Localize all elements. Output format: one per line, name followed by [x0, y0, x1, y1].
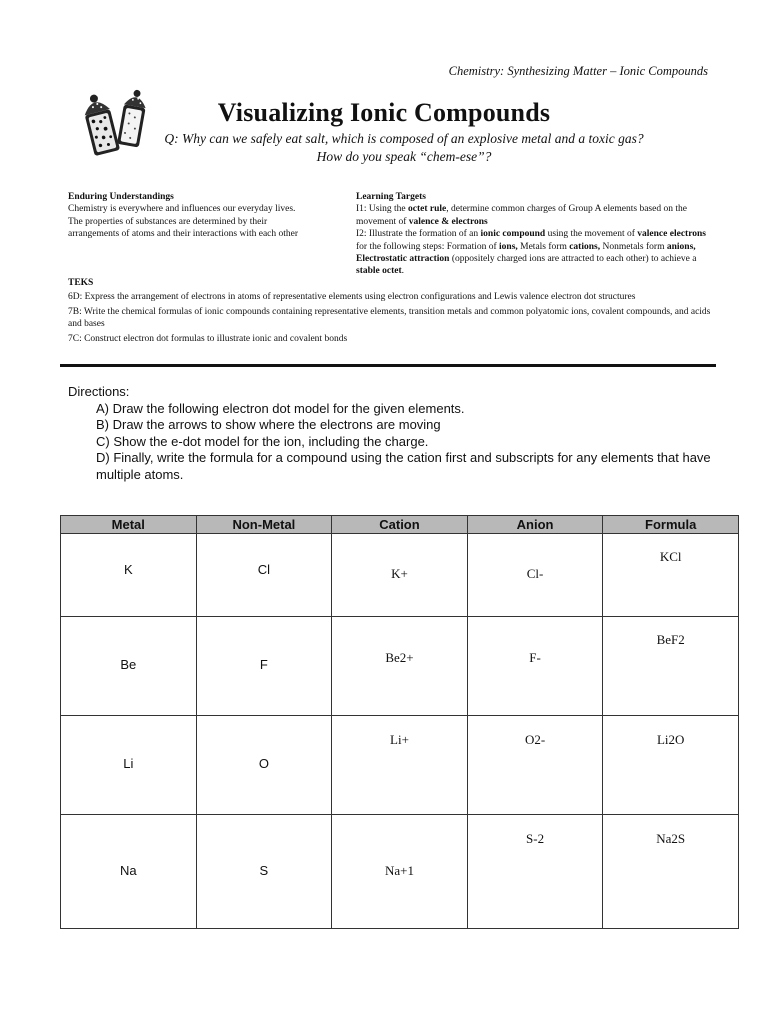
text-segment: . [401, 266, 405, 277]
text-segment: Nonmetals form [600, 241, 667, 252]
table-cell[interactable] [196, 617, 332, 716]
table-cell[interactable] [61, 534, 197, 617]
target-i2 [356, 228, 706, 278]
table-cell[interactable] [603, 815, 739, 929]
cell-value: O2- [524, 732, 546, 747]
table-cell[interactable] [196, 534, 332, 617]
column-header-metal: Metal [61, 516, 197, 534]
text-segment: I1: Using the [356, 204, 408, 215]
table-cell[interactable] [61, 815, 197, 929]
table-cell[interactable] [332, 815, 468, 929]
cell-value: S-2 [526, 831, 545, 846]
cell-value: F [259, 657, 268, 672]
cell-value: F- [529, 650, 541, 665]
page-title: Visualizing Ionic Compounds [217, 98, 551, 127]
essential-question [0, 130, 768, 166]
table-cell[interactable] [196, 716, 332, 815]
direction-step: C) Show the e-dot model for the ion, including the charge. [96, 433, 429, 449]
cell-value: Li2O [656, 732, 685, 747]
enduring-understandings [68, 191, 343, 241]
course-header: Chemistry: Synthesizing Matter – Ionic Compounds [448, 64, 708, 78]
column-header-formula: Formula [603, 516, 739, 534]
table-row [61, 534, 739, 617]
enduring-line: The properties of substances are determined by their [68, 216, 268, 227]
cell-value: S [259, 863, 269, 878]
text-segment: ionic compound [480, 229, 546, 240]
direction-step: D) Finally, write the formula for a compound using the cation first and subscripts for any elements that have multiple atoms. [96, 450, 711, 482]
directions-heading: Directions: [68, 384, 130, 399]
enduring-line: Chemistry is everywhere and influences our everyday lives. [68, 204, 296, 215]
text-segment: using the movement of [545, 229, 638, 240]
cell-value: Cl [257, 562, 271, 577]
question-line-2: How do you speak “chem-ese”? [316, 149, 492, 164]
text-segment: I2: Illustrate the formation of an [356, 229, 481, 240]
target-i1 [356, 203, 706, 228]
teks-heading: TEKS [68, 278, 94, 288]
section-divider [60, 364, 716, 367]
ionic-compounds-table [60, 515, 739, 929]
table-cell[interactable] [467, 716, 603, 815]
table-cell[interactable] [61, 716, 197, 815]
cell-value: Na [119, 863, 137, 878]
column-header-cation: Cation [332, 516, 468, 534]
text-segment: cations, [569, 241, 601, 252]
question-line-1: Q: Why can we safely eat salt, which is composed of an explosive metal and a toxic gas? [164, 131, 644, 146]
cell-value: BeF2 [656, 632, 685, 647]
table-row [61, 815, 739, 929]
text-segment: stable octet [356, 266, 402, 277]
cell-value: KCl [659, 549, 682, 564]
table-cell[interactable] [603, 534, 739, 617]
table-cell[interactable] [332, 617, 468, 716]
text-segment: Metals form [517, 241, 570, 252]
enduring-heading: Enduring Understandings [68, 192, 174, 202]
cell-value: Na2S [656, 831, 686, 846]
text-segment: octet rule [407, 204, 447, 215]
column-header-anion: Anion [467, 516, 603, 534]
teks-item: 6D: Express the arrangement of electrons in atoms of representative elements using electron configurations and Lewis valence electron dot structures [68, 292, 636, 303]
table-cell[interactable] [332, 716, 468, 815]
text-segment: valence electrons [637, 229, 706, 240]
text-segment: , determine common charges of Group A elements based on the movement of [356, 204, 687, 227]
table-cell[interactable] [467, 617, 603, 716]
teks-item: 7C: Construct electron dot formulas to illustrate ionic and covalent bonds [68, 333, 348, 344]
table-cell[interactable] [467, 815, 603, 929]
text-segment: anions, Electrostatic attraction [356, 241, 696, 265]
cell-value: Cl- [526, 566, 544, 581]
text-segment: (oppositely charged ions are attracted to each other) to achieve a [449, 254, 697, 265]
table-cell[interactable] [61, 617, 197, 716]
cell-value: Be [120, 657, 137, 672]
direction-step: B) Draw the arrows to show where the electrons are moving [96, 417, 441, 432]
cell-value: O [258, 756, 269, 771]
table-cell[interactable] [332, 534, 468, 617]
teks-item: 7B: Write the chemical formulas of ionic compounds containing representative elements, transition metals and common polyatomic ions, covalent compounds, and acids and bases [68, 306, 711, 330]
cell-value: Li+ [390, 732, 409, 747]
table-cell[interactable] [603, 617, 739, 716]
column-header-non-metal: Non-Metal [196, 516, 332, 534]
teks-section [68, 277, 718, 345]
learning-targets [356, 191, 706, 278]
enduring-line: arrangements of atoms and their interactions with each other [68, 229, 299, 240]
cell-value: Na+1 [384, 863, 414, 878]
text-segment: ions, [499, 241, 518, 252]
text-segment: for the following steps: Formation of [356, 241, 500, 252]
table-cell[interactable] [196, 815, 332, 929]
table-row [61, 617, 739, 716]
targets-heading: Learning Targets [356, 192, 426, 202]
cell-value: Li [123, 756, 134, 771]
direction-step: A) Draw the following electron dot model for the given elements. [96, 400, 465, 416]
table-cell[interactable] [603, 716, 739, 815]
cell-value: K+ [391, 566, 408, 581]
cell-value: K [123, 562, 133, 577]
directions [68, 384, 728, 483]
table-cell[interactable] [467, 534, 603, 617]
cell-value: Be2+ [385, 650, 414, 665]
table-header-row [61, 516, 739, 534]
text-segment: valence & electrons [408, 216, 488, 227]
table-row [61, 716, 739, 815]
